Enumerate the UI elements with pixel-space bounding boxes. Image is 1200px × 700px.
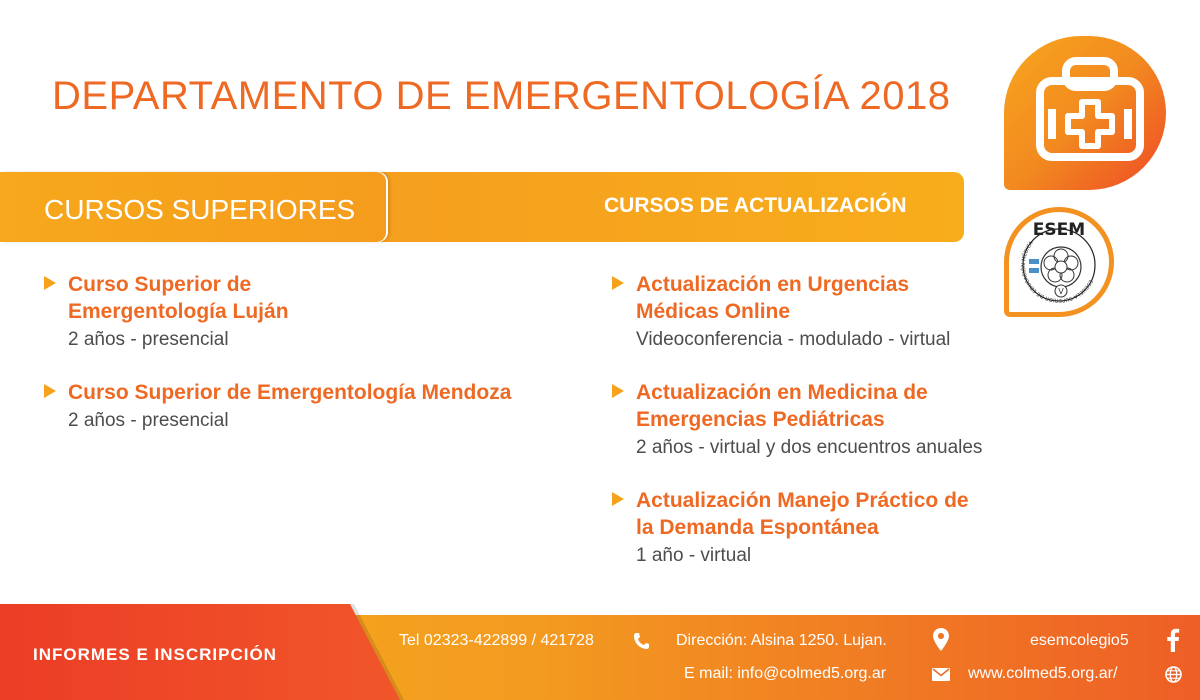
page-title: DEPARTAMENTO DE EMERGENTOLOGÍA 2018 bbox=[52, 74, 951, 118]
course-detail: 2 años - presencial bbox=[68, 410, 229, 431]
course-detail: 2 años - presencial bbox=[68, 329, 229, 350]
course-detail: 2 años - virtual y dos encuentros anuales bbox=[636, 437, 983, 458]
phone-text[interactable]: Tel 02323-422899 / 421728 bbox=[399, 632, 594, 649]
bullet-arrow-icon bbox=[612, 384, 624, 398]
course-title: la Demanda Espontánea bbox=[636, 516, 879, 539]
course-item bbox=[612, 271, 950, 355]
email-text[interactable]: E mail: info@colmed5.org.ar bbox=[684, 665, 887, 682]
address-text: Dirección: Alsina 1250. Lujan. bbox=[676, 632, 887, 649]
superiores-heading: CURSOS SUPERIORES bbox=[44, 194, 356, 225]
course-title: Emergencias Pediátricas bbox=[636, 408, 885, 431]
bullet-arrow-icon bbox=[44, 384, 56, 398]
facebook-icon[interactable] bbox=[1166, 628, 1180, 652]
esem-seal bbox=[1004, 207, 1114, 317]
website-link[interactable]: www.colmed5.org.ar/ bbox=[968, 665, 1118, 682]
course-item bbox=[44, 271, 289, 355]
location-pin-icon bbox=[933, 628, 949, 652]
svg-text:V: V bbox=[1058, 287, 1064, 296]
svg-text:ESCUELA SUPERIOR DE EDUCACIÓN bbox=[1007, 239, 1098, 316]
course-title: Actualización Manejo Práctico de bbox=[636, 489, 969, 512]
course-title: Actualización en Urgencias bbox=[636, 273, 910, 296]
course-title: Emergentología Luján bbox=[68, 300, 289, 323]
course-item bbox=[612, 487, 969, 571]
actualizacion-heading: CURSOS DE ACTUALIZACIÓN bbox=[604, 194, 907, 217]
course-item bbox=[612, 379, 982, 463]
course-item bbox=[44, 379, 511, 436]
bullet-arrow-icon bbox=[612, 276, 624, 290]
seal-title: ESEM bbox=[1032, 220, 1086, 240]
course-title: Curso Superior de Emergentología Mendoza bbox=[68, 381, 512, 404]
course-detail: Videoconferencia - modulado - virtual bbox=[636, 329, 951, 350]
envelope-icon bbox=[932, 668, 950, 681]
logo-tile bbox=[1004, 36, 1166, 190]
phone-icon bbox=[633, 632, 649, 650]
globe-icon bbox=[1165, 666, 1182, 683]
course-title: Actualización en Medicina de bbox=[636, 381, 928, 404]
informes-label: INFORMES E INSCRIPCIÓN bbox=[33, 645, 277, 664]
seal-ring-text: ESCUELA SUPERIOR DE EDUCACIÓN MÉDICA bbox=[1020, 240, 1094, 304]
medical-briefcase-icon bbox=[1004, 36, 1166, 190]
facebook-handle[interactable]: esemcolegio5 bbox=[1030, 632, 1129, 649]
bullet-arrow-icon bbox=[44, 276, 56, 290]
course-title: Curso Superior de bbox=[68, 273, 252, 296]
bullet-arrow-icon bbox=[612, 492, 624, 506]
course-title: Médicas Online bbox=[636, 300, 791, 323]
course-detail: 1 año - virtual bbox=[636, 545, 752, 566]
